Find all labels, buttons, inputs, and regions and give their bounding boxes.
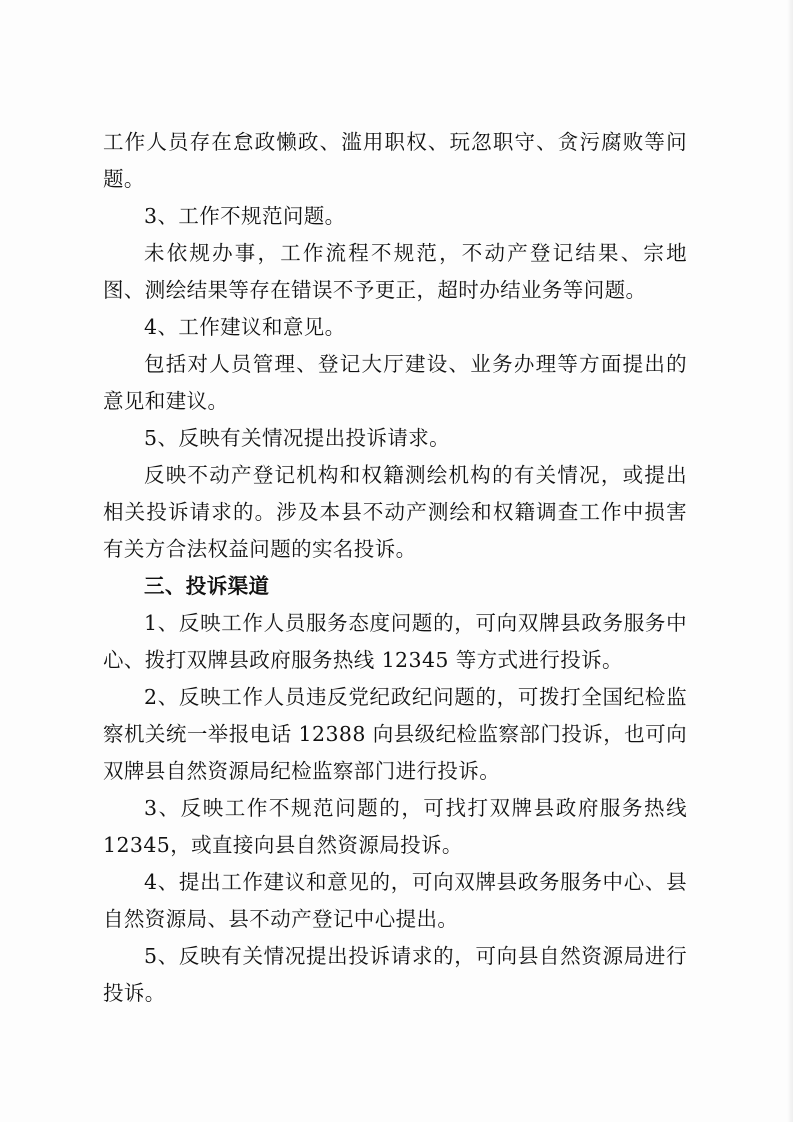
section-heading-complaint-channels: 三、投诉渠道	[144, 574, 270, 598]
paragraph-item-3-title: 3、工作不规范问题。	[144, 204, 346, 228]
paragraph-continuation-misconduct: 工作人员存在怠政懒政、滥用职权、玩忽职守、贪污腐败等问题。	[103, 130, 687, 191]
paragraph-item-3-body: 未依规办事，工作流程不规范，不动产登记结果、宗地图、测绘结果等存在错误不予更正，超时办结业务等问题。	[103, 241, 687, 302]
page-edge-shadow	[787, 0, 793, 1122]
paragraph-channel-1: 1、反映工作人员服务态度问题的，可向双牌县政务服务中心、拨打双牌县政府服务热线 12345 等方式进行投诉。	[103, 611, 687, 672]
paragraph-item-5-title: 5、反映有关情况提出投诉请求。	[144, 426, 451, 450]
paragraph-channel-5: 5、反映有关情况提出投诉请求的，可向县自然资源局进行投诉。	[103, 944, 687, 1005]
paragraph-channel-3: 3、反映工作不规范问题的，可找打双牌县政府服务热线12345，或直接向县自然资源局投诉。	[103, 796, 687, 857]
document-body	[103, 124, 687, 1012]
paragraph-channel-4: 4、提出工作建议和意见的，可向双牌县政务服务中心、县自然资源局、县不动产登记中心提出。	[103, 870, 687, 931]
paragraph-item-5-body: 反映不动产登记机构和权籍测绘机构的有关情况，或提出相关投诉请求的。涉及本县不动产测绘和权籍调查工作中损害有关方合法权益问题的实名投诉。	[103, 463, 687, 561]
paragraph-item-4-body: 包括对人员管理、登记大厅建设、业务办理等方面提出的意见和建议。	[103, 352, 687, 413]
paragraph-item-4-title: 4、工作建议和意见。	[144, 315, 346, 339]
paragraph-channel-2: 2、反映工作人员违反党纪政纪问题的，可拨打全国纪检监察机关统一举报电话 12388 向县级纪检监察部门投诉，也可向双牌县自然资源局纪检监察部门进行投诉。	[103, 685, 687, 783]
